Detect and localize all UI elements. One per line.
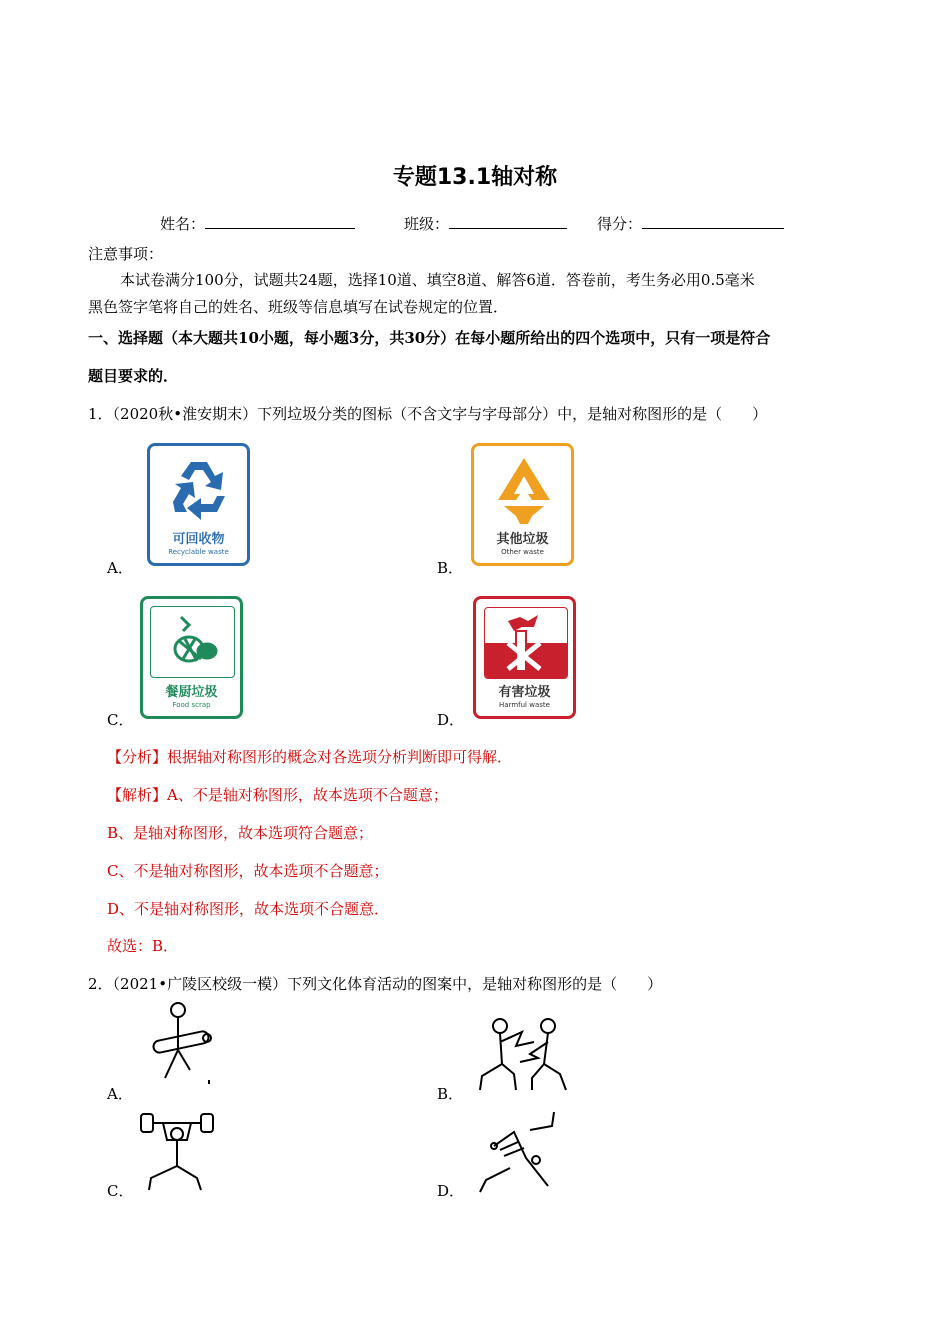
section1-line-2: 题目要求的． [88, 367, 179, 385]
skiing-figure-icon[interactable] [470, 1108, 562, 1194]
other-waste-sign[interactable] [471, 443, 574, 566]
q1-solution-c: C、不是轴对称图形，故本选项不合题意； [107, 862, 389, 880]
recycle-icon [165, 456, 233, 524]
q1-stem: 1．（2020秋•淮安期末）下列垃圾分类的图标（不含文字与字母部分）中，是轴对称图形的是（ ） [88, 405, 768, 423]
class-blank[interactable] [449, 214, 567, 229]
class-label: 班级： [404, 215, 450, 233]
q1-solution-d: D、不是轴对称图形，故本选项不合题意． [107, 900, 390, 918]
recyclable-cn-label: 可回收物 [172, 532, 225, 547]
food-en-label: Food scrap [172, 701, 211, 709]
name-label: 姓名： [160, 215, 206, 233]
q2-option-a-letter: A． [107, 1085, 133, 1103]
harmful-en-label: Harmful waste [499, 701, 550, 709]
q1-solution: 【解析】A、不是轴对称图形，故本选项不合题意； [107, 786, 448, 804]
rowing-figure-icon[interactable] [145, 1000, 220, 1092]
q2-stem: 2．（2021•广陵区校级一模）下列文化体育活动的图案中，是轴对称图形的是（ ） [88, 975, 663, 993]
other-en-label: Other waste [501, 548, 544, 556]
boxing-figures-icon[interactable] [472, 1012, 572, 1094]
notice-line-1: 本试卷满分100分，试题共24题，选择10道、填空8道、解答6道．答卷前，考生务必用0.5毫米 [120, 271, 755, 289]
other-waste-icon [492, 454, 556, 526]
food-cn-label: 餐厨垃圾 [165, 685, 218, 700]
class-field-row [404, 213, 567, 234]
q2-option-d-letter: D． [437, 1182, 465, 1200]
score-field-row [597, 213, 784, 234]
q2-option-c-letter: C． [107, 1182, 134, 1200]
q2-option-b-letter: B． [437, 1085, 464, 1103]
notice-heading: 注意事项： [88, 245, 164, 263]
q1-option-a-letter: A． [107, 559, 133, 577]
q1-answer: 故选：B． [107, 937, 179, 955]
page-title: 专题13.1轴对称 [392, 165, 558, 190]
recyclable-en-label: Recyclable waste [168, 548, 229, 556]
fish-bone-icon [161, 611, 223, 673]
harmful-cn-label: 有害垃圾 [498, 685, 551, 700]
q1-solution-b: B、是轴对称图形，故本选项符合题意； [107, 824, 374, 842]
harmful-waste-sign[interactable] [473, 596, 576, 719]
weightlifting-figure-icon[interactable] [135, 1108, 220, 1194]
name-field-row [160, 213, 355, 234]
q1-option-b-letter: B． [437, 559, 464, 577]
score-label: 得分： [597, 215, 643, 233]
food-scrap-sign[interactable] [140, 596, 243, 719]
name-blank[interactable] [205, 214, 355, 229]
recyclable-waste-sign[interactable] [147, 443, 250, 566]
notice-line-2: 黑色签字笔将自己的姓名、班级等信息填写在试卷规定的位置． [88, 298, 509, 316]
section1-line-1: 一、选择题（本大题共10小题，每小题3分，共30分）在每小题所给出的四个选项中，只有一项是符合 [88, 329, 771, 347]
score-blank[interactable] [642, 214, 784, 229]
q1-analysis: 【分析】根据轴对称图形的概念对各选项分析判断即可得解． [107, 748, 513, 766]
other-cn-label: 其他垃圾 [496, 532, 549, 547]
q1-option-c-letter: C． [107, 711, 134, 729]
q1-option-d-letter: D． [437, 711, 465, 729]
battery-icon [504, 613, 550, 675]
